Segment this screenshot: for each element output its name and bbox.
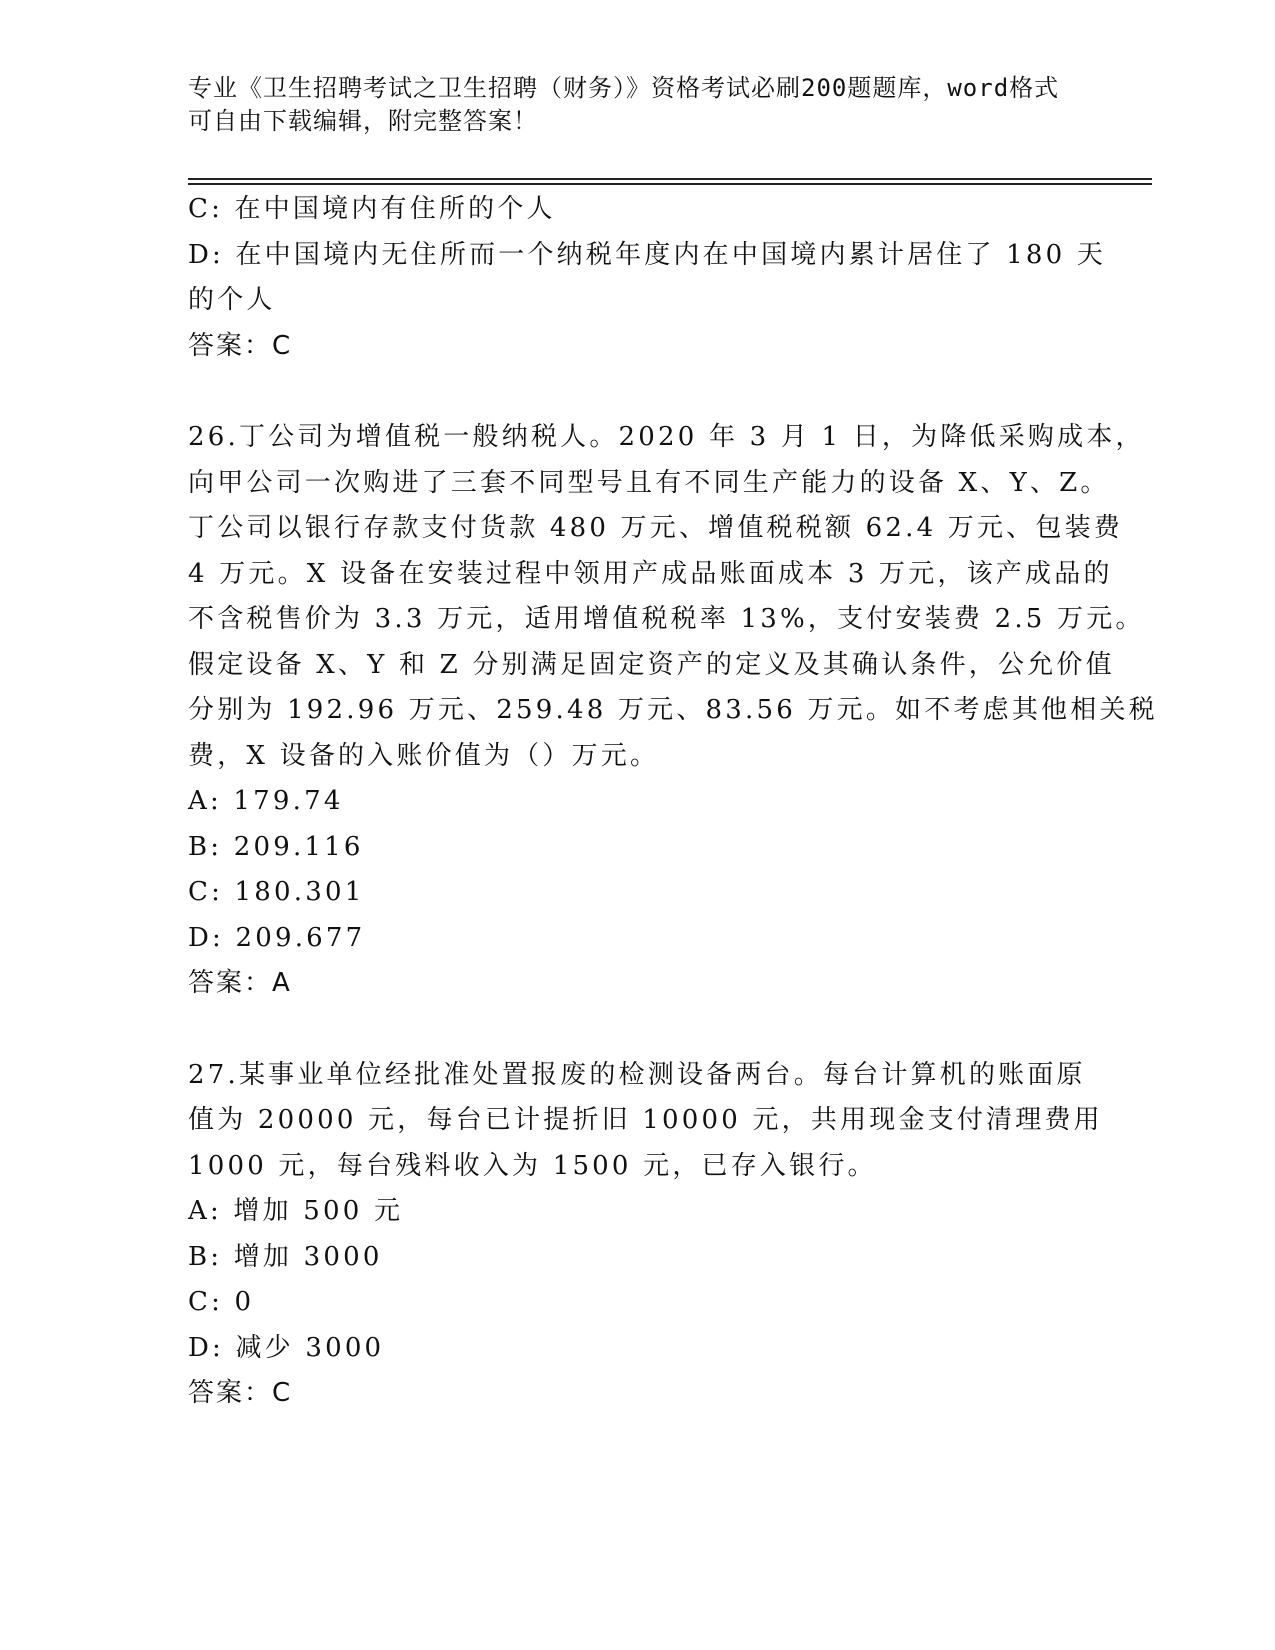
paragraph-gap (188, 369, 1088, 415)
question-stem-line: 1000 元，每台残料收入为 1500 元，已存入银行。 (188, 1150, 877, 1181)
option-b: B: 209.116 (188, 831, 364, 862)
question-27 (188, 1053, 1103, 1417)
question-stem-line: 27.某事业单位经批准处置报废的检测设备两台。每台计算机的账面原 (188, 1059, 1086, 1090)
header-divider-bottom (188, 183, 1152, 185)
question-stem-line: 不含税售价为 3.3 万元，适用增值税税率 13%，支付安装费 2.5 万元。 (188, 604, 1145, 634)
option-d-continued: 的个人 (188, 285, 276, 315)
header-divider-top (188, 178, 1152, 180)
answer-label: 答案：C (188, 1378, 293, 1408)
question-25-tail (188, 187, 1107, 369)
question-stem-line: 向甲公司一次购进了三套不同型号且有不同生产能力的设备 X、Y、Z。 (188, 467, 1110, 498)
option-b: B: 增加 3000 (188, 1241, 383, 1272)
option-c: C: 在中国境内有住所的个人 (188, 194, 556, 224)
answer-label: 答案：C (188, 330, 293, 361)
question-stem-line: 4 万元。X 设备在安装过程中领用产成品账面成本 3 万元，该产成品的 (188, 558, 1113, 589)
page-header (188, 72, 1068, 138)
option-c: C: 180.301 (188, 877, 365, 907)
option-c: C: 0 (188, 1287, 255, 1317)
option-a: A: 179.74 (188, 786, 344, 816)
paragraph-gap (188, 1007, 1088, 1053)
answer-label: 答案：A (188, 968, 292, 998)
option-d: D: 减少 3000 (188, 1332, 385, 1363)
question-stem-line: 假定设备 X、Y 和 Z 分别满足固定资产的定义及其确认条件，公允价值 (188, 649, 1115, 680)
question-stem-line: 分别为 192.96 万元、259.48 万元、83.56 万元。如不考虑其他相关税 (188, 695, 1158, 725)
question-26 (188, 415, 1158, 1007)
header-title-line-1: 专业《卫生招聘考试之卫生招聘（财务）》资格考试必刷200题题库，word格式 (188, 74, 1060, 102)
header-title-line-2: 可自由下载编辑，附完整答案！ (188, 107, 538, 135)
document-body (188, 187, 1158, 1417)
question-stem-line: 丁公司以银行存款支付货款 480 万元、增值税税额 62.4 万元、包装费 (188, 513, 1123, 543)
question-stem-line: 费，X 设备的入账价值为（）万元。 (188, 740, 660, 771)
option-a: A: 增加 500 元 (188, 1196, 404, 1226)
question-stem-line: 26.丁公司为增值税一般纳税人。2020 年 3 月 1 日，为降低采购成本， (188, 422, 1145, 452)
option-d: D: 209.677 (188, 922, 366, 953)
question-stem-line: 值为 20000 元，每台已计提折旧 10000 元，共用现金支付清理费用 (188, 1105, 1103, 1135)
option-d: D: 在中国境内无住所而一个纳税年度内在中国境内累计居住了 180 天 (188, 239, 1107, 270)
